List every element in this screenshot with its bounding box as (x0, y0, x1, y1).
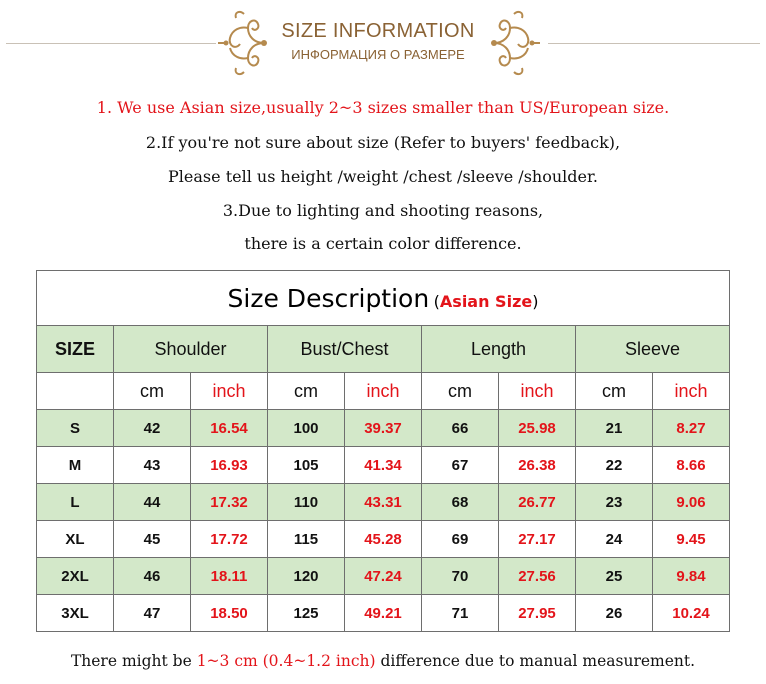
sleeve-inch-cell: 8.66 (653, 447, 730, 484)
column-header-shoulder: Shoulder (114, 326, 268, 373)
caption-open-paren: ( (433, 291, 440, 311)
length-cm-cell: 68 (422, 484, 499, 521)
length-inch-cell: 27.56 (499, 558, 576, 595)
unit-cm: cm (576, 373, 653, 410)
unit-inch: inch (191, 373, 268, 410)
shoulder-cm-cell: 43 (114, 447, 191, 484)
bust-cm-cell: 125 (268, 595, 345, 632)
note-asian-size: 1. We use Asian size,usually 2~3 sizes smaller than US/European size. (96, 98, 670, 117)
bust-cm-cell: 105 (268, 447, 345, 484)
shoulder-inch-cell: 17.32 (191, 484, 268, 521)
length-inch-cell: 27.95 (499, 595, 576, 632)
footnote-prefix: There might be (70, 652, 197, 670)
bust-inch-cell: 49.21 (345, 595, 422, 632)
sleeve-cm-cell: 23 (576, 484, 653, 521)
table-row (37, 410, 730, 447)
shoulder-inch-cell: 17.72 (191, 521, 268, 558)
bust-inch-cell: 45.28 (345, 521, 422, 558)
size-table (36, 270, 730, 632)
length-inch-cell: 25.98 (499, 410, 576, 447)
shoulder-inch-cell: 18.50 (191, 595, 268, 632)
sleeve-cm-cell: 22 (576, 447, 653, 484)
units-blank-cell (37, 373, 114, 410)
shoulder-cm-cell: 46 (114, 558, 191, 595)
sleeve-cm-cell: 21 (576, 410, 653, 447)
unit-inch: inch (345, 373, 422, 410)
note-lighting: 3.Due to lighting and shooting reasons, (222, 201, 544, 220)
note-feedback: 2.If you're not sure about size (Refer to buyers' feedback), (145, 133, 621, 152)
banner-subtitle: ИНФОРМАЦИЯ О РАЗМЕРЕ (291, 47, 465, 62)
size-info-banner (0, 0, 766, 86)
measurement-footnote (0, 652, 766, 670)
gold-scroll-ornament-icon (486, 6, 544, 80)
shoulder-cm-cell: 47 (114, 595, 191, 632)
bust-cm-cell: 100 (268, 410, 345, 447)
table-row (37, 595, 730, 632)
bust-cm-cell: 110 (268, 484, 345, 521)
note-color-difference: there is a certain color difference. (244, 234, 522, 253)
sleeve-inch-cell: 9.84 (653, 558, 730, 595)
banner-rule-left (6, 43, 216, 44)
length-cm-cell: 69 (422, 521, 499, 558)
bust-cm-cell: 115 (268, 521, 345, 558)
bust-inch-cell: 41.34 (345, 447, 422, 484)
banner-title: SIZE INFORMATION (281, 20, 475, 42)
length-inch-cell: 26.77 (499, 484, 576, 521)
bust-inch-cell: 47.24 (345, 558, 422, 595)
caption-title: Size Description (227, 283, 430, 313)
sleeve-inch-cell: 10.24 (653, 595, 730, 632)
shoulder-inch-cell: 16.93 (191, 447, 268, 484)
sleeve-inch-cell: 9.06 (653, 484, 730, 521)
shoulder-inch-cell: 16.54 (191, 410, 268, 447)
table-row (37, 484, 730, 521)
shoulder-cm-cell: 42 (114, 410, 191, 447)
note-measurements: Please tell us height /weight /chest /sleeve /shoulder. (168, 167, 598, 186)
column-header-sleeve: Sleeve (576, 326, 730, 373)
bust-inch-cell: 39.37 (345, 410, 422, 447)
table-header-row (37, 326, 730, 373)
column-header-length: Length (422, 326, 576, 373)
footnote-range: 1~3 cm (0.4~1.2 inch) (196, 652, 376, 670)
table-row (37, 558, 730, 595)
shoulder-inch-cell: 18.11 (191, 558, 268, 595)
length-inch-cell: 27.17 (499, 521, 576, 558)
sleeve-cm-cell: 25 (576, 558, 653, 595)
size-cell: L (37, 484, 114, 521)
size-cell: M (37, 447, 114, 484)
sleeve-inch-cell: 8.27 (653, 410, 730, 447)
bust-inch-cell: 43.31 (345, 484, 422, 521)
sleeve-inch-cell: 9.45 (653, 521, 730, 558)
caption-close-paren: ) (532, 291, 539, 311)
size-cell: 3XL (37, 595, 114, 632)
unit-inch: inch (653, 373, 730, 410)
length-cm-cell: 66 (422, 410, 499, 447)
gold-scroll-ornament-icon (214, 6, 272, 80)
size-cell: S (37, 410, 114, 447)
column-header-size: SIZE (37, 326, 114, 373)
sleeve-cm-cell: 26 (576, 595, 653, 632)
length-cm-cell: 71 (422, 595, 499, 632)
table-units-row (37, 373, 730, 410)
unit-cm: cm (268, 373, 345, 410)
footnote-suffix: difference due to manual measurement. (375, 652, 696, 670)
unit-inch: inch (499, 373, 576, 410)
banner-rule-right (548, 43, 760, 44)
shoulder-cm-cell: 44 (114, 484, 191, 521)
unit-cm: cm (114, 373, 191, 410)
shoulder-cm-cell: 45 (114, 521, 191, 558)
table-row (37, 447, 730, 484)
length-inch-cell: 26.38 (499, 447, 576, 484)
size-cell: 2XL (37, 558, 114, 595)
table-row (37, 521, 730, 558)
size-cell: XL (37, 521, 114, 558)
length-cm-cell: 67 (422, 447, 499, 484)
bust-cm-cell: 120 (268, 558, 345, 595)
unit-cm: cm (422, 373, 499, 410)
caption-asian-size: Asian Size (439, 291, 533, 311)
table-caption (37, 271, 730, 326)
sleeve-cm-cell: 24 (576, 521, 653, 558)
length-cm-cell: 70 (422, 558, 499, 595)
column-header-bust: Bust/Chest (268, 326, 422, 373)
